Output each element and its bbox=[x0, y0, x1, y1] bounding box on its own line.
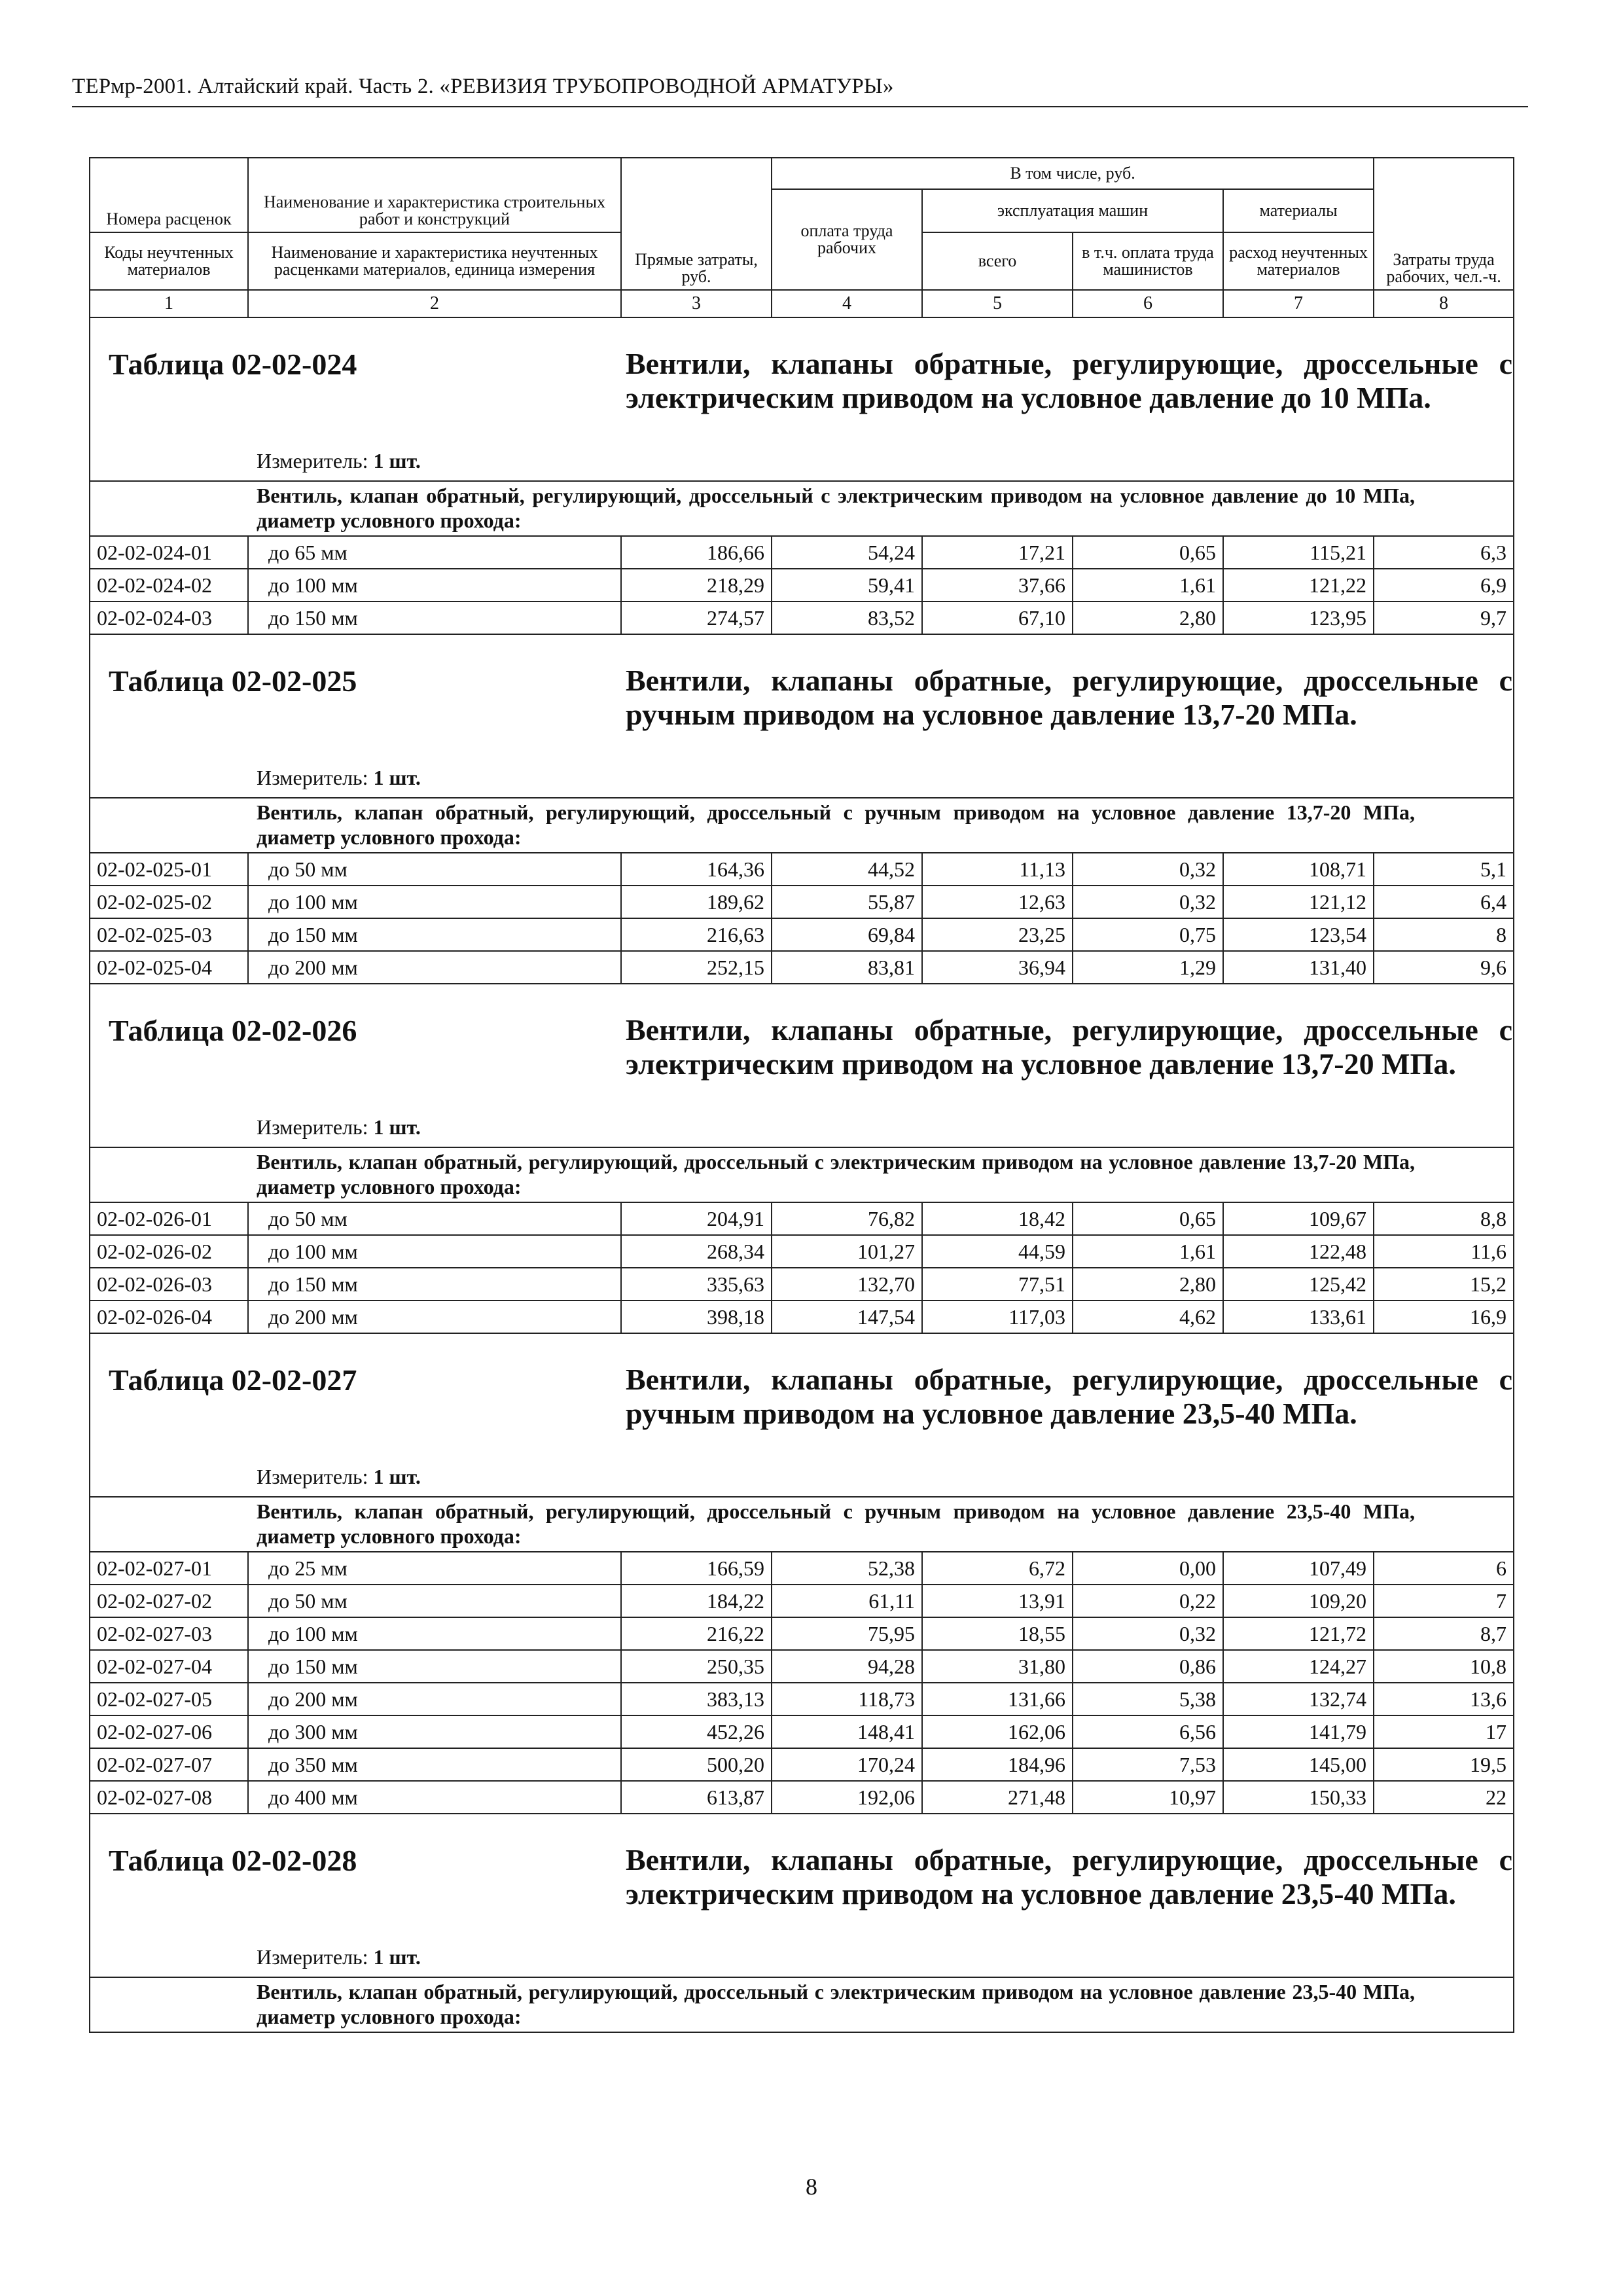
labor-hours-value: 8,7 bbox=[1374, 1617, 1514, 1650]
table-title: Вентили, клапаны обратные, регулирующие, дроссельные с электрическим приводом на условное давление 13,7-20 МПа. bbox=[626, 1013, 1512, 1081]
machines-total-value: 18,42 bbox=[922, 1202, 1073, 1235]
worker-pay-value: 69,84 bbox=[772, 918, 922, 951]
table-heading-block bbox=[90, 635, 1513, 797]
measure-line bbox=[257, 1465, 421, 1489]
column-index: 3 bbox=[621, 290, 772, 317]
table-row bbox=[90, 918, 1514, 951]
rate-code: 02-02-027-04 bbox=[90, 1650, 248, 1683]
col-header-materials: материалы bbox=[1223, 189, 1374, 232]
table-row bbox=[90, 1683, 1514, 1715]
direct-costs-value: 204,91 bbox=[621, 1202, 772, 1235]
measure-line bbox=[257, 1115, 421, 1139]
column-index: 7 bbox=[1223, 290, 1374, 317]
table-row bbox=[90, 601, 1514, 634]
direct-costs-value: 268,34 bbox=[621, 1235, 772, 1268]
operator-pay-value: 1,29 bbox=[1073, 951, 1223, 984]
machines-total-value: 77,51 bbox=[922, 1268, 1073, 1300]
direct-costs-value: 500,20 bbox=[621, 1748, 772, 1781]
table-row bbox=[90, 886, 1514, 918]
rate-name: до 150 мм bbox=[248, 1650, 621, 1683]
operator-pay-value: 2,80 bbox=[1073, 1268, 1223, 1300]
measure-label: Измеритель: bbox=[257, 449, 368, 473]
operator-pay-value: 7,53 bbox=[1073, 1748, 1223, 1781]
table-heading bbox=[90, 317, 1514, 481]
direct-costs-value: 398,18 bbox=[621, 1300, 772, 1333]
operator-pay-value: 0,00 bbox=[1073, 1552, 1223, 1585]
measure-unit: 1 шт. bbox=[373, 1945, 421, 1969]
operator-pay-value: 1,61 bbox=[1073, 1235, 1223, 1268]
rate-name: до 200 мм bbox=[248, 1300, 621, 1333]
materials-value: 133,61 bbox=[1223, 1300, 1374, 1333]
measure-unit: 1 шт. bbox=[373, 449, 421, 473]
operator-pay-value: 10,97 bbox=[1073, 1781, 1223, 1814]
worker-pay-value: 59,41 bbox=[772, 569, 922, 601]
rate-code: 02-02-026-03 bbox=[90, 1268, 248, 1300]
labor-hours-value: 10,8 bbox=[1374, 1650, 1514, 1683]
section-caption-row bbox=[90, 1497, 1514, 1552]
table-row bbox=[90, 1650, 1514, 1683]
table-row bbox=[90, 1715, 1514, 1748]
direct-costs-value: 216,22 bbox=[621, 1617, 772, 1650]
materials-value: 121,12 bbox=[1223, 886, 1374, 918]
machines-total-value: 184,96 bbox=[922, 1748, 1073, 1781]
section-caption: Вентиль, клапан обратный, регулирующий, дроссельный с электрическим приводом на условное давление 13,7-20 МПа, диаметр условного прохода: bbox=[90, 1147, 1514, 1202]
machines-total-value: 271,48 bbox=[922, 1781, 1073, 1814]
table-title: Вентили, клапаны обратные, регулирующие, дроссельные с ручным приводом на условное давление 13,7-20 МПа. bbox=[626, 664, 1512, 731]
section-caption-row bbox=[90, 1147, 1514, 1202]
machines-total-value: 37,66 bbox=[922, 569, 1073, 601]
direct-costs-value: 250,35 bbox=[621, 1650, 772, 1683]
col-header-machines: эксплуатация машин bbox=[922, 189, 1223, 232]
table-number: Таблица 02-02-024 bbox=[109, 348, 357, 381]
materials-value: 108,71 bbox=[1223, 853, 1374, 886]
materials-value: 109,67 bbox=[1223, 1202, 1374, 1235]
labor-hours-value: 6,3 bbox=[1374, 536, 1514, 569]
rate-code: 02-02-024-02 bbox=[90, 569, 248, 601]
section-caption-row bbox=[90, 1977, 1514, 2032]
worker-pay-value: 54,24 bbox=[772, 536, 922, 569]
header-row-1 bbox=[90, 158, 1514, 189]
page-number: 8 bbox=[806, 2174, 817, 2200]
worker-pay-value: 83,52 bbox=[772, 601, 922, 634]
measure-unit: 1 шт. bbox=[373, 1115, 421, 1139]
rate-code: 02-02-027-02 bbox=[90, 1585, 248, 1617]
operator-pay-value: 0,32 bbox=[1073, 1617, 1223, 1650]
rate-code: 02-02-027-08 bbox=[90, 1781, 248, 1814]
col-header-work-name: Наименование и характеристика строительных работ и конструкций bbox=[248, 158, 621, 232]
materials-value: 121,22 bbox=[1223, 569, 1374, 601]
col-header-worker-pay: оплата труда рабочих bbox=[772, 189, 922, 290]
table-heading-block bbox=[90, 1334, 1513, 1496]
direct-costs-value: 252,15 bbox=[621, 951, 772, 984]
table-row bbox=[90, 569, 1514, 601]
table-heading-row bbox=[90, 984, 1514, 1147]
materials-value: 123,95 bbox=[1223, 601, 1374, 634]
rate-code: 02-02-026-02 bbox=[90, 1235, 248, 1268]
machines-total-value: 117,03 bbox=[922, 1300, 1073, 1333]
labor-hours-value: 6 bbox=[1374, 1552, 1514, 1585]
direct-costs-value: 383,13 bbox=[621, 1683, 772, 1715]
rate-code: 02-02-025-02 bbox=[90, 886, 248, 918]
rate-code: 02-02-025-01 bbox=[90, 853, 248, 886]
table-row bbox=[90, 1585, 1514, 1617]
labor-hours-value: 6,4 bbox=[1374, 886, 1514, 918]
rate-name: до 400 мм bbox=[248, 1781, 621, 1814]
materials-value: 125,42 bbox=[1223, 1268, 1374, 1300]
machines-total-value: 23,25 bbox=[922, 918, 1073, 951]
machines-total-value: 11,13 bbox=[922, 853, 1073, 886]
labor-hours-value: 11,6 bbox=[1374, 1235, 1514, 1268]
table-heading bbox=[90, 1814, 1514, 1977]
materials-value: 141,79 bbox=[1223, 1715, 1374, 1748]
table-row bbox=[90, 951, 1514, 984]
table-heading-row bbox=[90, 317, 1514, 481]
operator-pay-value: 2,80 bbox=[1073, 601, 1223, 634]
materials-value: 150,33 bbox=[1223, 1781, 1374, 1814]
measure-line bbox=[257, 766, 421, 790]
direct-costs-value: 184,22 bbox=[621, 1585, 772, 1617]
col-header-group: В том числе, руб. bbox=[772, 158, 1374, 189]
operator-pay-value: 1,61 bbox=[1073, 569, 1223, 601]
labor-hours-value: 8,8 bbox=[1374, 1202, 1514, 1235]
table-row bbox=[90, 1781, 1514, 1814]
rate-code: 02-02-026-04 bbox=[90, 1300, 248, 1333]
table-title: Вентили, клапаны обратные, регулирующие, дроссельные с ручным приводом на условное давление 23,5-40 МПа. bbox=[626, 1363, 1512, 1430]
section-caption: Вентиль, клапан обратный, регулирующий, дроссельный с электрическим приводом на условное давление до 10 МПа, диаметр условного прохода: bbox=[90, 481, 1514, 536]
direct-costs-value: 335,63 bbox=[621, 1268, 772, 1300]
worker-pay-value: 61,11 bbox=[772, 1585, 922, 1617]
document-body bbox=[89, 157, 1513, 2033]
direct-costs-value: 166,59 bbox=[621, 1552, 772, 1585]
operator-pay-value: 0,32 bbox=[1073, 886, 1223, 918]
machines-total-value: 12,63 bbox=[922, 886, 1073, 918]
direct-costs-value: 186,66 bbox=[621, 536, 772, 569]
worker-pay-value: 118,73 bbox=[772, 1683, 922, 1715]
header-rule bbox=[72, 106, 1528, 107]
table-title: Вентили, клапаны обратные, регулирующие, дроссельные с электрическим приводом на условное давление до 10 МПа. bbox=[626, 347, 1512, 414]
worker-pay-value: 147,54 bbox=[772, 1300, 922, 1333]
direct-costs-value: 164,36 bbox=[621, 853, 772, 886]
machines-total-value: 36,94 bbox=[922, 951, 1073, 984]
worker-pay-value: 94,28 bbox=[772, 1650, 922, 1683]
rate-code: 02-02-025-04 bbox=[90, 951, 248, 984]
direct-costs-value: 452,26 bbox=[621, 1715, 772, 1748]
materials-value: 145,00 bbox=[1223, 1748, 1374, 1781]
column-index: 1 bbox=[90, 290, 248, 317]
table-row bbox=[90, 1617, 1514, 1650]
rate-name: до 100 мм bbox=[248, 569, 621, 601]
labor-hours-value: 5,1 bbox=[1374, 853, 1514, 886]
rate-name: до 65 мм bbox=[248, 536, 621, 569]
measure-line bbox=[257, 1945, 421, 1969]
labor-hours-value: 7 bbox=[1374, 1585, 1514, 1617]
worker-pay-value: 148,41 bbox=[772, 1715, 922, 1748]
table-heading-block bbox=[90, 984, 1513, 1147]
measure-label: Измеритель: bbox=[257, 1465, 368, 1488]
table-title: Вентили, клапаны обратные, регулирующие, дроссельные с электрическим приводом на условное давление 23,5-40 МПа. bbox=[626, 1843, 1512, 1910]
materials-value: 115,21 bbox=[1223, 536, 1374, 569]
measure-label: Измеритель: bbox=[257, 766, 368, 789]
materials-value: 107,49 bbox=[1223, 1552, 1374, 1585]
table-row bbox=[90, 1268, 1514, 1300]
rate-code: 02-02-024-03 bbox=[90, 601, 248, 634]
column-index: 4 bbox=[772, 290, 922, 317]
col-header-machines-total: всего bbox=[922, 232, 1073, 290]
col-header-material-codes: Коды неучтенных материалов bbox=[90, 232, 248, 290]
materials-value: 123,54 bbox=[1223, 918, 1374, 951]
worker-pay-value: 75,95 bbox=[772, 1617, 922, 1650]
machines-total-value: 162,06 bbox=[922, 1715, 1073, 1748]
running-header: ТЕРмр-2001. Алтайский край. Часть 2. «РЕВИЗИЯ ТРУБОПРОВОДНОЙ АРМАТУРЫ» bbox=[72, 75, 894, 98]
measure-unit: 1 шт. bbox=[373, 1465, 421, 1488]
table-row bbox=[90, 853, 1514, 886]
rate-name: до 200 мм bbox=[248, 951, 621, 984]
table-row bbox=[90, 536, 1514, 569]
table-heading-row bbox=[90, 634, 1514, 798]
rate-code: 02-02-027-01 bbox=[90, 1552, 248, 1585]
table-number: Таблица 02-02-028 bbox=[109, 1844, 357, 1877]
measure-unit: 1 шт. bbox=[373, 766, 421, 789]
column-index-row bbox=[90, 290, 1514, 317]
worker-pay-value: 83,81 bbox=[772, 951, 922, 984]
materials-value: 109,20 bbox=[1223, 1585, 1374, 1617]
labor-hours-value: 15,2 bbox=[1374, 1268, 1514, 1300]
table-heading bbox=[90, 1333, 1514, 1497]
rate-name: до 25 мм bbox=[248, 1552, 621, 1585]
labor-hours-value: 6,9 bbox=[1374, 569, 1514, 601]
direct-costs-value: 216,63 bbox=[621, 918, 772, 951]
operator-pay-value: 5,38 bbox=[1073, 1683, 1223, 1715]
labor-hours-value: 19,5 bbox=[1374, 1748, 1514, 1781]
column-index: 8 bbox=[1374, 290, 1514, 317]
materials-value: 122,48 bbox=[1223, 1235, 1374, 1268]
table-heading-block bbox=[90, 1814, 1513, 1977]
operator-pay-value: 0,75 bbox=[1073, 918, 1223, 951]
table-row bbox=[90, 1552, 1514, 1585]
worker-pay-value: 132,70 bbox=[772, 1268, 922, 1300]
section-caption: Вентиль, клапан обратный, регулирующий, дроссельный с ручным приводом на условное давление 13,7-20 МПа, диаметр условного прохода: bbox=[90, 798, 1514, 853]
col-header-operator-pay: в т.ч. оплата труда машинистов bbox=[1073, 232, 1223, 290]
section-caption: Вентиль, клапан обратный, регулирующий, дроссельный с электрическим приводом на условное давление 23,5-40 МПа, диаметр условного прохода: bbox=[90, 1977, 1514, 2032]
col-header-labor-hours: Затраты труда рабочих, чел.-ч. bbox=[1374, 158, 1514, 290]
measure-label: Измеритель: bbox=[257, 1115, 368, 1139]
labor-hours-value: 22 bbox=[1374, 1781, 1514, 1814]
materials-value: 131,40 bbox=[1223, 951, 1374, 984]
rate-code: 02-02-026-01 bbox=[90, 1202, 248, 1235]
measure-label: Измеритель: bbox=[257, 1945, 368, 1969]
rate-name: до 50 мм bbox=[248, 1202, 621, 1235]
direct-costs-value: 274,57 bbox=[621, 601, 772, 634]
column-index: 5 bbox=[922, 290, 1073, 317]
materials-value: 121,72 bbox=[1223, 1617, 1374, 1650]
machines-total-value: 17,21 bbox=[922, 536, 1073, 569]
table-heading-row bbox=[90, 1333, 1514, 1497]
rate-code: 02-02-027-05 bbox=[90, 1683, 248, 1715]
col-header-rate-numbers: Номера расценок bbox=[90, 158, 248, 232]
machines-total-value: 67,10 bbox=[922, 601, 1073, 634]
direct-costs-value: 613,87 bbox=[621, 1781, 772, 1814]
machines-total-value: 6,72 bbox=[922, 1552, 1073, 1585]
measure-line bbox=[257, 449, 421, 473]
worker-pay-value: 55,87 bbox=[772, 886, 922, 918]
worker-pay-value: 170,24 bbox=[772, 1748, 922, 1781]
operator-pay-value: 0,22 bbox=[1073, 1585, 1223, 1617]
machines-total-value: 131,66 bbox=[922, 1683, 1073, 1715]
rate-code: 02-02-027-03 bbox=[90, 1617, 248, 1650]
rate-name: до 50 мм bbox=[248, 853, 621, 886]
machines-total-value: 31,80 bbox=[922, 1650, 1073, 1683]
labor-hours-value: 17 bbox=[1374, 1715, 1514, 1748]
col-header-direct-costs: Прямые затраты, руб. bbox=[621, 158, 772, 290]
machines-total-value: 18,55 bbox=[922, 1617, 1073, 1650]
operator-pay-value: 0,65 bbox=[1073, 536, 1223, 569]
rate-name: до 100 мм bbox=[248, 886, 621, 918]
rate-code: 02-02-027-07 bbox=[90, 1748, 248, 1781]
worker-pay-value: 44,52 bbox=[772, 853, 922, 886]
worker-pay-value: 52,38 bbox=[772, 1552, 922, 1585]
section-caption-row bbox=[90, 798, 1514, 853]
worker-pay-value: 192,06 bbox=[772, 1781, 922, 1814]
rate-code: 02-02-025-03 bbox=[90, 918, 248, 951]
rate-name: до 100 мм bbox=[248, 1617, 621, 1650]
materials-value: 132,74 bbox=[1223, 1683, 1374, 1715]
table-heading bbox=[90, 984, 1514, 1147]
machines-total-value: 44,59 bbox=[922, 1235, 1073, 1268]
rates-table bbox=[89, 157, 1514, 2033]
column-index: 2 bbox=[248, 290, 621, 317]
table-row bbox=[90, 1300, 1514, 1333]
rate-name: до 100 мм bbox=[248, 1235, 621, 1268]
worker-pay-value: 76,82 bbox=[772, 1202, 922, 1235]
rate-name: до 150 мм bbox=[248, 1268, 621, 1300]
operator-pay-value: 6,56 bbox=[1073, 1715, 1223, 1748]
operator-pay-value: 0,32 bbox=[1073, 853, 1223, 886]
machines-total-value: 13,91 bbox=[922, 1585, 1073, 1617]
worker-pay-value: 101,27 bbox=[772, 1235, 922, 1268]
section-caption-row bbox=[90, 481, 1514, 536]
table-row bbox=[90, 1202, 1514, 1235]
table-number: Таблица 02-02-027 bbox=[109, 1363, 357, 1397]
rate-name: до 300 мм bbox=[248, 1715, 621, 1748]
table-number: Таблица 02-02-025 bbox=[109, 664, 357, 698]
rate-name: до 150 мм bbox=[248, 601, 621, 634]
col-header-material-names: Наименование и характеристика неучтенных расценками материалов, единица измерения bbox=[248, 232, 621, 290]
table-heading bbox=[90, 634, 1514, 798]
table-heading-block bbox=[90, 318, 1513, 480]
operator-pay-value: 4,62 bbox=[1073, 1300, 1223, 1333]
rate-name: до 200 мм bbox=[248, 1683, 621, 1715]
materials-value: 124,27 bbox=[1223, 1650, 1374, 1683]
labor-hours-value: 9,6 bbox=[1374, 951, 1514, 984]
direct-costs-value: 189,62 bbox=[621, 886, 772, 918]
rate-name: до 50 мм bbox=[248, 1585, 621, 1617]
section-caption: Вентиль, клапан обратный, регулирующий, дроссельный с ручным приводом на условное давление 23,5-40 МПа, диаметр условного прохода: bbox=[90, 1497, 1514, 1552]
table-row bbox=[90, 1748, 1514, 1781]
rate-code: 02-02-027-06 bbox=[90, 1715, 248, 1748]
table-row bbox=[90, 1235, 1514, 1268]
operator-pay-value: 0,65 bbox=[1073, 1202, 1223, 1235]
labor-hours-value: 13,6 bbox=[1374, 1683, 1514, 1715]
rate-code: 02-02-024-01 bbox=[90, 536, 248, 569]
operator-pay-value: 0,86 bbox=[1073, 1650, 1223, 1683]
rate-name: до 350 мм bbox=[248, 1748, 621, 1781]
labor-hours-value: 9,7 bbox=[1374, 601, 1514, 634]
table-heading-row bbox=[90, 1814, 1514, 1977]
table-number: Таблица 02-02-026 bbox=[109, 1014, 357, 1047]
col-header-unaccounted-materials: расход неучтенных материалов bbox=[1223, 232, 1374, 290]
column-index: 6 bbox=[1073, 290, 1223, 317]
direct-costs-value: 218,29 bbox=[621, 569, 772, 601]
rate-name: до 150 мм bbox=[248, 918, 621, 951]
labor-hours-value: 8 bbox=[1374, 918, 1514, 951]
labor-hours-value: 16,9 bbox=[1374, 1300, 1514, 1333]
